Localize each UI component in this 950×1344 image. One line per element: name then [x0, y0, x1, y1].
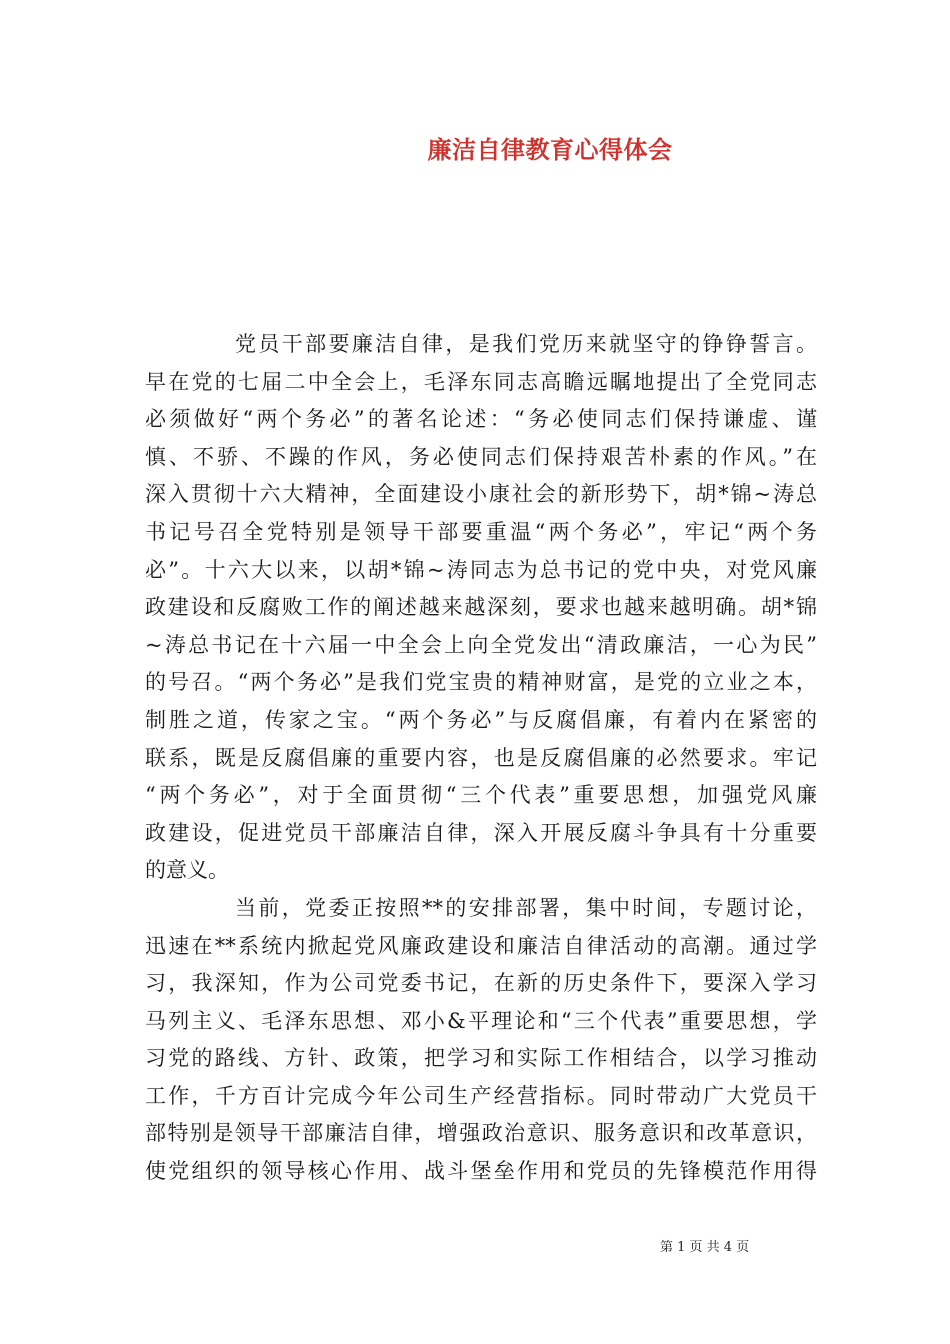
paragraph-2-line: 马列主义、毛泽东思想、邓小&平理论和“三个代表”重要思想，学 — [145, 1008, 817, 1033]
paragraph-1-line: 书记号召全党特别是领导干部要重温“两个务必”，牢记“两个务 — [145, 519, 817, 544]
paragraph-2-line: 工作，千方百计完成今年公司生产经营指标。同时带动广大党员干 — [145, 1083, 817, 1108]
paragraph-1-line: ~涛总书记在十六届一中全会上向全党发出“清政廉洁，一心为民” — [145, 632, 817, 657]
paragraph-2-line: 迅速在**系统内掀起党风廉政建设和廉洁自律活动的高潮。通过学 — [145, 933, 817, 958]
paragraph-1-line: 的号召。“两个务必”是我们党宝贵的精神财富，是党的立业之本， — [145, 670, 817, 695]
paragraph-1-line: 的意义。 — [145, 858, 229, 883]
document-title: 廉洁自律教育心得体会 — [427, 135, 673, 164]
paragraph-1-line: 制胜之道，传家之宝。“两个务必”与反腐倡廉，有着内在紧密的 — [145, 707, 817, 732]
paragraph-1-line: 必须做好“两个务必”的著名论述：“务必使同志们保持谦虚、谨 — [145, 407, 817, 432]
page-number-footer: 第 1 页 共 4 页 — [660, 1240, 750, 1255]
paragraph-1-line: 政建设，促进党员干部廉洁自律，深入开展反腐斗争具有十分重要 — [145, 820, 817, 845]
paragraph-1-line: 深入贯彻十六大精神，全面建设小康社会的新形势下，胡*锦~涛总 — [145, 482, 817, 507]
paragraph-1-line: 党员干部要廉洁自律，是我们党历来就坚守的铮铮誓言。 — [235, 332, 817, 356]
paragraph-2-line: 习，我深知，作为公司党委书记，在新的历史条件下，要深入学习 — [145, 971, 817, 996]
document-body — [145, 326, 817, 1191]
paragraph-1-line: 慎、不骄、不躁的作风，务必使同志们保持艰苦朴素的作风。”在 — [145, 444, 817, 469]
paragraph-1-line: 必”。十六大以来，以胡*锦~涛同志为总书记的党中央，对党风廉 — [145, 557, 817, 582]
paragraph-2-line: 部特别是领导干部廉洁自律，增强政治意识、服务意识和改革意识， — [145, 1121, 817, 1146]
paragraph-1-line: 政建设和反腐败工作的阐述越来越深刻，要求也越来越明确。胡*锦 — [145, 595, 817, 620]
paragraph-2-line: 习党的路线、方针、政策，把学习和实际工作相结合，以学习推动 — [145, 1046, 817, 1071]
paragraph-2-line: 使党组织的领导核心作用、战斗堡垒作用和党员的先锋模范作用得 — [145, 1159, 817, 1184]
paragraph-2-line: 当前，党委正按照**的安排部署，集中时间，专题讨论， — [235, 895, 817, 920]
paragraph-1-line: “两个务必”，对于全面贯彻“三个代表”重要思想，加强党风廉 — [145, 783, 817, 808]
paragraph-1-line: 联系，既是反腐倡廉的重要内容，也是反腐倡廉的必然要求。牢记 — [145, 745, 817, 770]
paragraph-1-line: 早在党的七届二中全会上，毛泽东同志高瞻远瞩地提出了全党同志 — [145, 369, 817, 394]
